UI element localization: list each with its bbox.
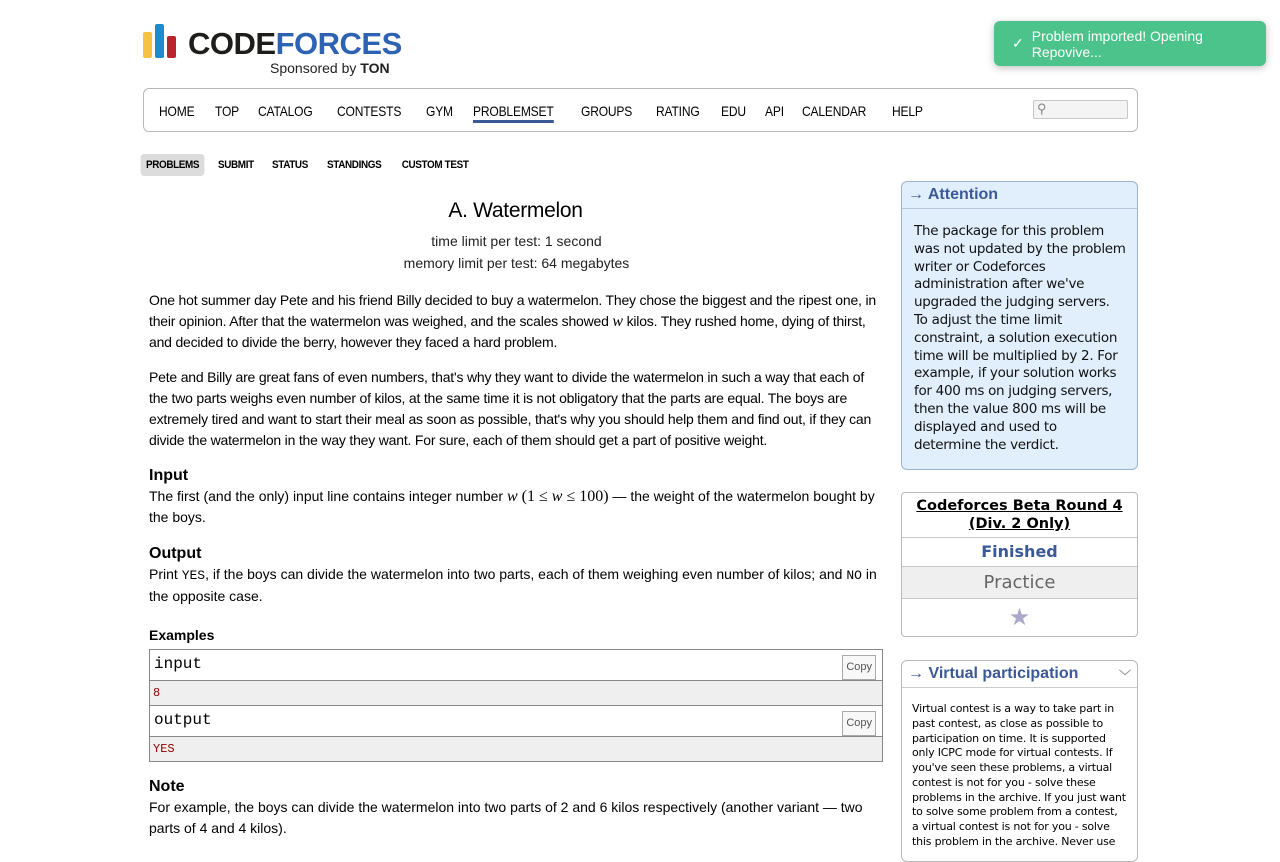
memory-limit: memory limit per test: 64 megabytes bbox=[403, 255, 630, 271]
menu-item-problemset[interactable]: PROBLEMSET bbox=[473, 103, 554, 123]
example-input-header bbox=[150, 650, 882, 681]
tab-problems[interactable]: PROBLEMS bbox=[141, 154, 205, 176]
star-icon[interactable]: ★ bbox=[1008, 604, 1031, 632]
copy-output-button[interactable]: Copy bbox=[842, 711, 876, 736]
toast-message: Problem imported! Opening Repovive... bbox=[1031, 27, 1203, 60]
sponsor-text: Sponsored by TON bbox=[270, 60, 390, 76]
tab-standings[interactable]: STANDINGS bbox=[326, 159, 382, 171]
virtual-participation-text: Virtual contest is a way to take part in past contest, as close as possible to participation on time. It is supported only ICPC mode for virtual contests. If you've seen these problems, a virtual contest is not for you - solve these problems in the archive. If you just want to solve some problem from a contest, a virtual contest is not for you - solve this problem in the archive. Never use bbox=[912, 702, 1126, 848]
menu-item-help[interactable]: HELP bbox=[891, 103, 923, 119]
tab-custom-test[interactable]: CUSTOM TEST bbox=[401, 159, 469, 171]
input-title: Input bbox=[149, 467, 189, 484]
menu-item-contests[interactable]: CONTESTS bbox=[336, 103, 401, 119]
check-icon: ✓ bbox=[1012, 35, 1024, 51]
output-spec: Print YES, if the boys can divide the watermelon into two parts, each of them weighing even number of kilos; and NO in the opposite case. bbox=[149, 566, 877, 604]
contest-box bbox=[901, 492, 1138, 637]
example-output-value: YES bbox=[150, 737, 882, 761]
examples-section bbox=[149, 625, 883, 762]
legend-paragraph-1: One hot summer day Pete and his friend Billy decided to buy a watermelon. They chose the biggest and the ripest one, in their opinion. After that the watermelon was weighed, and the scales showed w kilos. They rushed home, dying of thirst, and decided to divide the berry, however they faced a hard problem. bbox=[149, 292, 876, 350]
legend-paragraph-2: Pete and Billy are great fans of even numbers, that's why they want to divide the watermelon in such a way that each of the two parts weighs even number of kilos, at the same time it is not obligatory that the parts are equal. The boys are extremely tired and want to start their meal as soon as possible, that's why you should help them and find out, if they can divide the watermelon in the way they want. For sure, each of them should get a part of positive weight. bbox=[149, 369, 872, 448]
output-title: Output bbox=[149, 545, 202, 562]
contest-mode: Practice bbox=[902, 567, 1137, 599]
favourite-toggle[interactable] bbox=[902, 599, 1137, 636]
virtual-participation-box bbox=[901, 660, 1138, 862]
note-title: Note bbox=[149, 778, 185, 795]
example-box bbox=[149, 649, 883, 762]
problem-tabs bbox=[137, 154, 480, 176]
problem-title: A. Watermelon bbox=[448, 199, 583, 222]
attention-box bbox=[901, 181, 1138, 470]
menu-item-groups[interactable]: GROUPS bbox=[581, 103, 633, 119]
contest-status[interactable]: Finished bbox=[902, 538, 1137, 567]
time-limit: time limit per test: 1 second bbox=[431, 233, 602, 249]
menu-item-home[interactable]: HOME bbox=[159, 103, 195, 119]
input-spec: The first (and the only) input line contains integer number w (1 ≤ w ≤ 100) — the weight of the watermelon bought by the boys. bbox=[149, 488, 875, 525]
menu-item-rating[interactable]: RATING bbox=[655, 103, 700, 119]
attention-text: The package for this problem was not updated by the problem writer or Codeforces administration after we've upgraded the judging servers. To adjust the time limit constraint, a solution execution time will be multiplied by 2. For example, if your solution works for 400 ms on judging servers, then the value 800 ms will be displayed and used to determine the verdict. bbox=[914, 223, 1126, 453]
examples-title: Examples bbox=[149, 627, 215, 643]
contest-link[interactable]: Codeforces Beta Round 4 (Div. 2 Only) bbox=[902, 493, 1137, 538]
main-menu bbox=[143, 88, 1138, 132]
example-input-label: input bbox=[154, 655, 203, 673]
problem-statement bbox=[149, 200, 884, 839]
search-input[interactable] bbox=[1033, 100, 1128, 119]
example-output-header bbox=[150, 706, 882, 737]
attention-title: → Attention bbox=[902, 182, 1137, 209]
note-text: For example, the boys can divide the watermelon into two parts of 2 and 6 kilos respectively (another variant — two parts of 4 and 4 kilos). bbox=[149, 799, 863, 836]
import-toast bbox=[994, 21, 1266, 66]
search-icon: ⚲ bbox=[1037, 101, 1047, 116]
virtual-participation-title[interactable]: → Virtual participation ﹀ bbox=[902, 661, 1137, 688]
menu-item-gym[interactable]: GYM bbox=[426, 103, 454, 119]
example-input-value: 8 bbox=[150, 681, 882, 706]
menu-item-calendar[interactable]: CALENDAR bbox=[802, 103, 867, 119]
menu-item-edu[interactable]: EDU bbox=[721, 103, 747, 119]
menu-item-api[interactable]: API bbox=[765, 103, 785, 119]
menu-item-catalog[interactable]: CATALOG bbox=[258, 103, 313, 119]
menu-item-top[interactable]: TOP bbox=[215, 103, 240, 119]
example-output-label: output bbox=[154, 711, 212, 729]
chevron-down-icon[interactable]: ﹀ bbox=[1118, 669, 1131, 684]
logo-bars-icon bbox=[143, 24, 179, 58]
tab-status[interactable]: STATUS bbox=[271, 159, 308, 171]
logo-wordmark: CODEFORCES bbox=[188, 26, 402, 61]
sidebar bbox=[901, 181, 1138, 862]
copy-input-button[interactable]: Copy bbox=[842, 655, 876, 680]
tab-submit[interactable]: SUBMIT bbox=[218, 159, 254, 171]
